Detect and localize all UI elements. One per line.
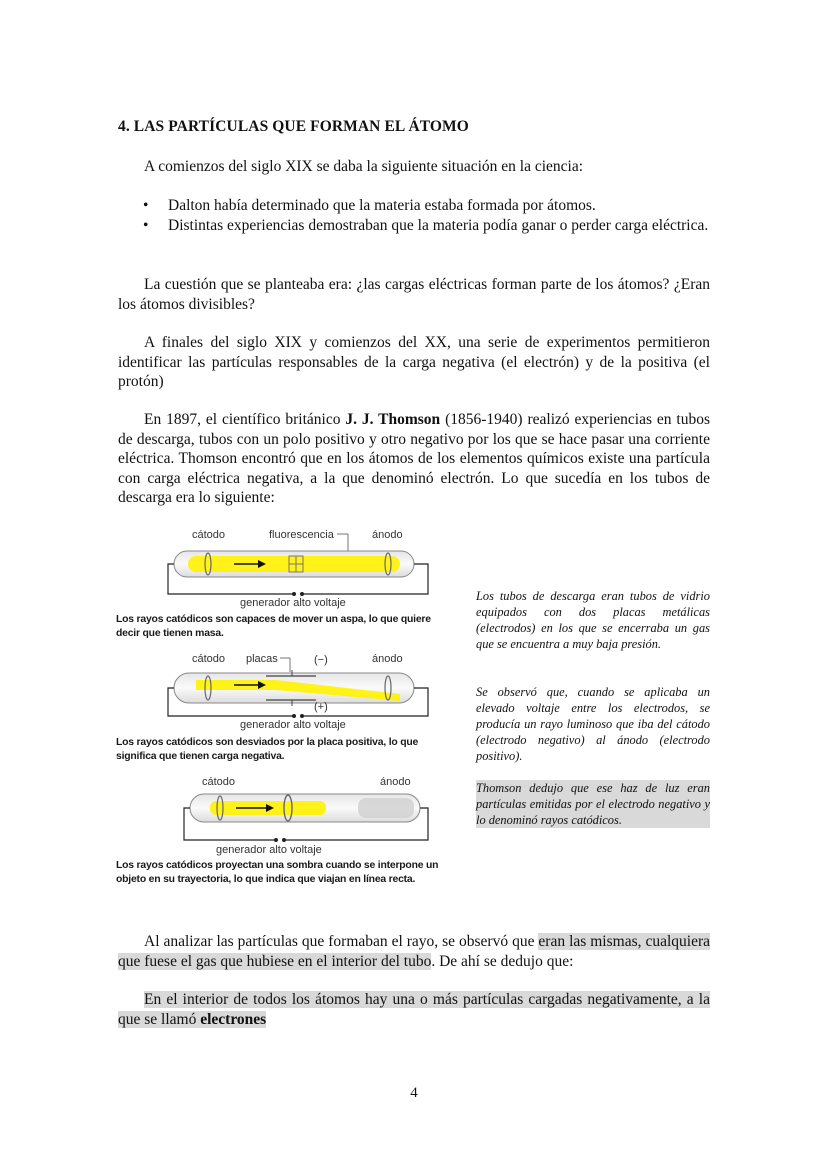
- side-note-1: Los tubos de descarga eran tubos de vidrio equipados con dos placas metálicas (electrodos) en los que se encerraba un gas que se encuentra a muy baja presión.: [476, 589, 710, 651]
- tube2-placas-label: placas: [246, 653, 278, 665]
- question-paragraph: La cuestión que se planteaba era: ¿las cargas eléctricas forman parte de los átomos? ¿Eran los átomos divisibles?: [118, 276, 710, 313]
- side-note-3-highlighted: Thomson dedujo que ese haz de luz eran partículas emitidas por el electrodo negativo y lo denominó rayos catódicos.: [476, 781, 710, 827]
- shadow-region: [358, 798, 414, 818]
- tube-1: [168, 529, 428, 609]
- bullet-list: [118, 196, 710, 235]
- tube3-caption: Los rayos catódicos proyectan una sombra cuando se interpone un objeto en su trayectoria, lo que indica que viajan en línea recta.: [116, 860, 439, 885]
- side-note-2: Se observó que, cuando se aplicaba un elevado voltaje entre los electrodos, se producía un rayo luminoso que iba del cátodo (electrodo negativo) al ánodo (electrodo positivo).: [476, 685, 710, 763]
- tube1-fluorescencia-label: fluorescencia: [269, 529, 334, 541]
- tube3-anodo-label: ánodo: [380, 776, 411, 788]
- tube2-catodo-label: cátodo: [192, 653, 226, 665]
- analizar-pre: Al analizar las partículas que formaban el rayo, se observó que: [144, 933, 539, 950]
- thomson-lead: En 1897, el científico británico: [144, 411, 346, 428]
- analizar-highlight: eran las mismas, cualquiera que fuese el gas que hubiese en el interior del tubo: [118, 933, 711, 970]
- tube2-caption: Los rayos catódicos son desviados por la placa positiva, lo que significa que tienen carga negativa.: [116, 737, 419, 762]
- discharge-tubes-illustration: [116, 520, 456, 900]
- tube2-anodo-label: ánodo: [372, 653, 403, 665]
- tube-3: [184, 776, 428, 856]
- tube2-minus-label: (−): [314, 654, 328, 666]
- conclusion-text: En el interior de todos los átomos hay una o más partículas cargadas negativamente, a la que se llamó: [118, 991, 710, 1028]
- intro-paragraph: A comienzos del siglo XIX se daba la siguiente situación en la ciencia:: [144, 158, 584, 175]
- thomson-name: J. J. Thomson: [345, 411, 441, 428]
- tube1-catodo-label: cátodo: [192, 529, 226, 541]
- conclusion-paragraph: [118, 990, 710, 1029]
- tube2-generador-label: generador alto voltaje: [240, 719, 346, 731]
- tube1-generador-label: generador alto voltaje: [240, 597, 346, 609]
- thomson-paragraph: [118, 410, 710, 508]
- tube-2: [168, 653, 428, 731]
- tube3-generador-label: generador alto voltaje: [216, 844, 322, 856]
- thomson-rest: (1856-1940) realizó experiencias en tubos de descarga, tubos con un polo positivo y otro negativo por los que se hace pasar una corriente eléctrica. Thomson encontró que en los átomos de los elementos químicos existe una partícula con carga eléctrica negativa, a la que denominó electrón. Lo que sucedía en los tubos de descarga era lo siguiente:: [118, 411, 710, 506]
- bullet-item: • Distintas experiencias demostraban que la materia podía ganar o perder carga eléctrica.: [118, 216, 710, 236]
- tube3-catodo-label: cátodo: [202, 776, 236, 788]
- conclusion-bold: electrones: [200, 1010, 267, 1028]
- tube1-caption: Los rayos catódicos son capaces de mover un aspa, lo que quiere decir que tienen masa.: [116, 614, 431, 639]
- tube1-anodo-label: ánodo: [372, 529, 403, 541]
- page-number: 4: [410, 1085, 418, 1101]
- section-title: 4. LAS PARTÍCULAS QUE FORMAN EL ÁTOMO: [118, 118, 469, 135]
- tube2-plus-label: (+): [314, 701, 328, 713]
- bullet-item: • Dalton había determinado que la materia estaba formada por átomos.: [118, 196, 710, 216]
- analizar-post: . De ahí se dedujo que:: [431, 952, 574, 970]
- finales-paragraph: A finales del siglo XIX y comienzos del XX, una serie de experimentos permitieron identificar las partículas responsables de la carga negativa (el electrón) y de la positiva (el protón): [118, 334, 710, 390]
- discharge-tubes-figure: [116, 520, 456, 900]
- analizar-paragraph: [118, 932, 710, 971]
